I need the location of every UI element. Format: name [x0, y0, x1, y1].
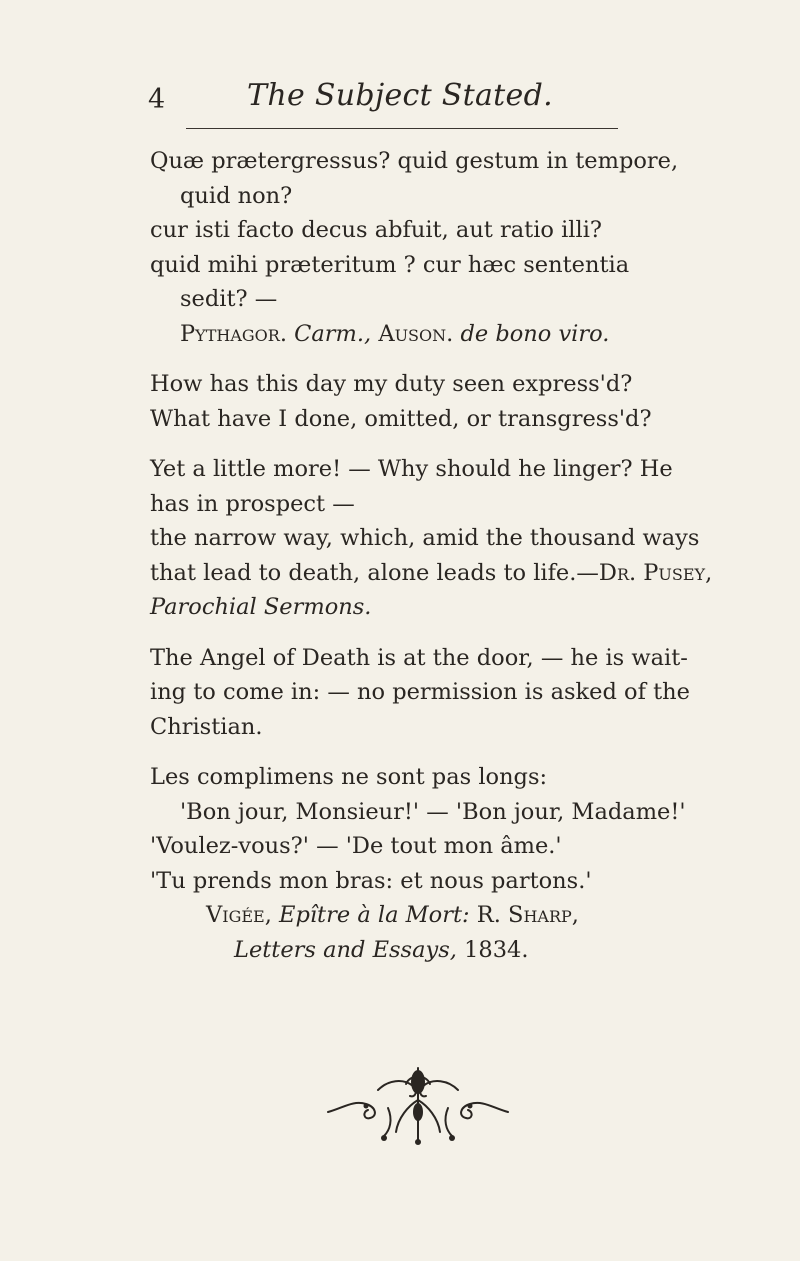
verse-line: Les complimens ne sont pas longs: — [150, 764, 548, 790]
prose-line: the narrow way, which, amid the thousand ways — [150, 525, 700, 551]
citation — [150, 317, 630, 352]
header-rule — [186, 128, 618, 129]
prose-text: that lead to death, alone leads to life.— — [150, 559, 599, 586]
verse-line: Quæ prætergressus? quid gestum in tempore, — [150, 148, 679, 174]
verse-line: quid non? — [180, 182, 293, 209]
citation-year: 1834. — [464, 936, 529, 963]
latin-verse — [150, 144, 679, 351]
verse-line: 'Bon jour, Monsieur!' — 'Bon jour, Madame!' — [180, 798, 686, 825]
citation-work: Carm., — [294, 320, 372, 347]
citation — [150, 898, 630, 933]
verse-line: quid mihi præteritum ? cur hæc sententia — [150, 251, 630, 278]
citation-author: Vigée, — [206, 902, 272, 928]
page-number: 4 — [148, 84, 166, 115]
citation-author: R. Sharp, — [476, 902, 579, 928]
verse-line: 'Voulez-vous?' — 'De tout mon âme.' — [150, 833, 562, 859]
page-header — [0, 70, 800, 120]
prose-line: Christian. — [150, 713, 263, 740]
floral-tailpiece-icon — [318, 1060, 518, 1150]
prose-line: Yet a little more! — Why should he linger? He — [150, 456, 673, 482]
citation-work: de bono viro. — [460, 320, 610, 347]
angel-paragraph — [150, 641, 690, 745]
citation-work: Epître à la Mort: — [279, 902, 470, 928]
english-couplet — [150, 367, 652, 436]
prose-line: ing to come in: — no permission is asked of the — [150, 679, 690, 705]
verse-line: How has this day my duty seen express'd? — [150, 371, 633, 397]
prose-line: The Angel of Death is at the door, — he is wait- — [150, 644, 688, 671]
verse-line: 'Tu prends mon bras: et nous partons.' — [150, 867, 592, 894]
prose-line — [150, 556, 713, 591]
verse-line: sedit? — — [180, 286, 278, 312]
verse-line: What have I done, omitted, or transgress'd? — [150, 405, 652, 432]
pusey-quote — [150, 452, 713, 625]
citation-work: Letters and Essays, — [234, 936, 457, 963]
french-verse — [150, 760, 686, 967]
verse-line: cur isti facto decus abfuit, aut ratio illi? — [150, 217, 602, 243]
citation-author: Dr. Pusey, — [598, 559, 713, 586]
citation-author: Pythagor. — [180, 320, 287, 347]
page-body — [150, 144, 713, 967]
citation — [150, 933, 630, 968]
citation-author: Auson. — [378, 320, 454, 347]
prose-line: has in prospect — — [150, 490, 355, 517]
running-title: The Subject Stated. — [247, 78, 553, 113]
citation-work: Parochial Sermons. — [150, 594, 372, 620]
